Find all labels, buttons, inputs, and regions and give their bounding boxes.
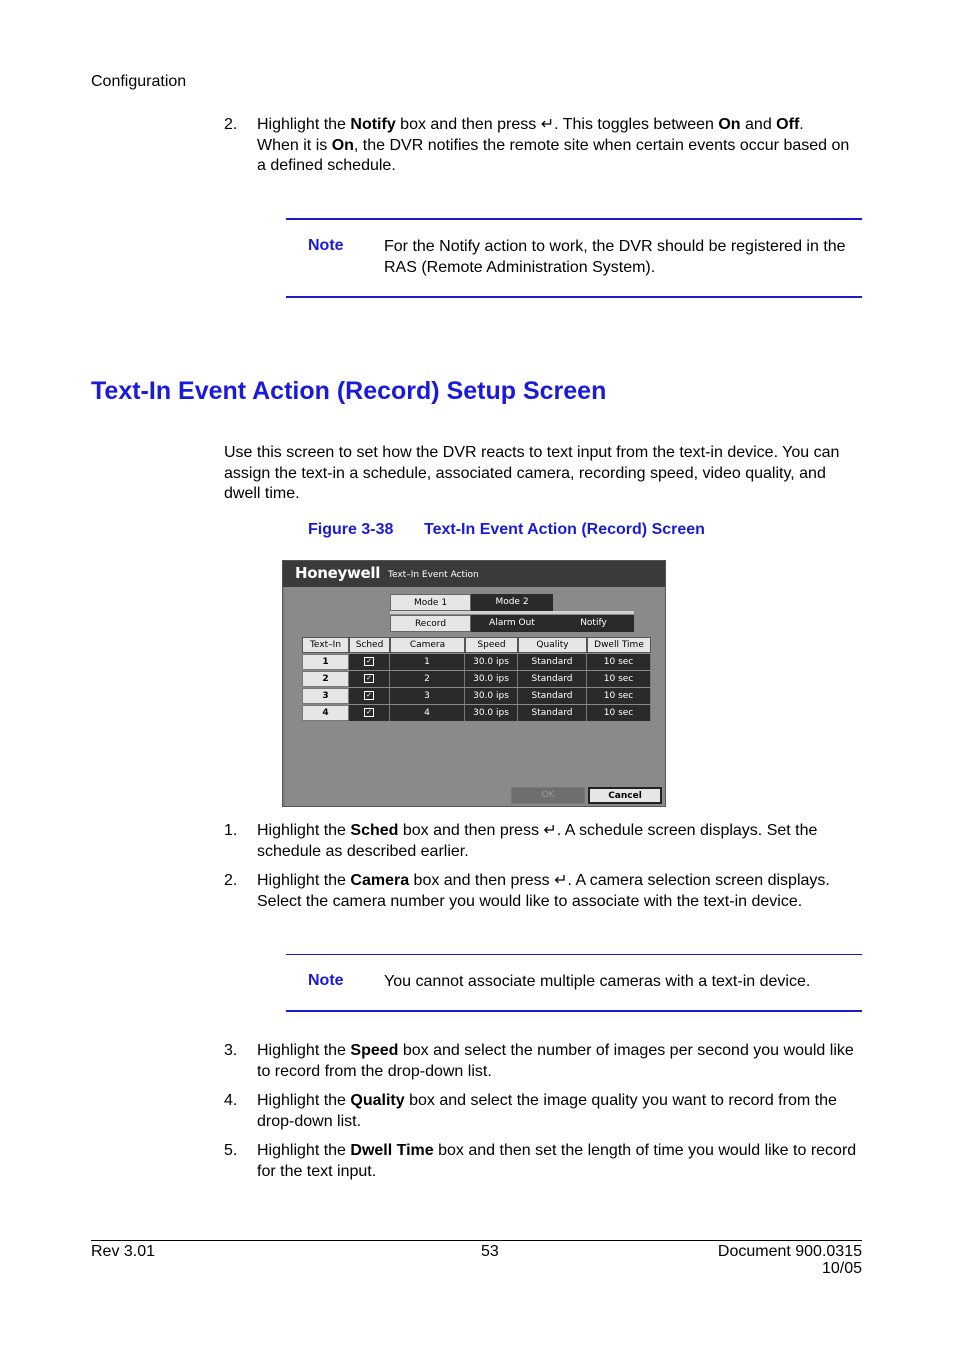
row-dwell[interactable]: 10 sec bbox=[587, 654, 651, 670]
row-camera[interactable]: 1 bbox=[390, 654, 465, 670]
dvr-screenshot bbox=[282, 560, 666, 807]
step-number: 1. bbox=[224, 822, 238, 839]
row-quality[interactable]: Standard bbox=[518, 705, 587, 721]
cancel-button[interactable]: Cancel bbox=[588, 787, 662, 804]
page-number: 53 bbox=[481, 1243, 499, 1260]
row-sched[interactable] bbox=[349, 654, 390, 670]
step-text: Highlight the Sched box and then press ↵. A schedule screen displays. Set the schedule as described earlier. bbox=[257, 822, 818, 860]
schedule-icon: ✓ bbox=[364, 674, 374, 683]
figure-caption: Text-In Event Action (Record) Screen bbox=[424, 521, 705, 538]
row-speed[interactable]: 30.0 ips bbox=[465, 688, 518, 704]
col-header-text-in: Text–In bbox=[302, 637, 349, 653]
intro-paragraph: Use this screen to set how the DVR reacts to text input from the text-in device. You can assign the text-in a schedule, associated camera, recording speed, video quality, and dwell time. bbox=[224, 444, 840, 502]
note-label: Note bbox=[308, 237, 344, 254]
row-speed[interactable]: 30.0 ips bbox=[465, 654, 518, 670]
step-number: 4. bbox=[224, 1092, 238, 1109]
dvr-title-bar bbox=[283, 561, 666, 587]
step-text: Highlight the Speed box and select the number of images per second you would like to record from the drop-down list. bbox=[257, 1042, 854, 1080]
tab-notify[interactable]: Notify bbox=[553, 615, 634, 632]
row-speed[interactable]: 30.0 ips bbox=[465, 705, 518, 721]
step-text: Highlight the Camera box and then press ↵. A camera selection screen displays. Select the camera number you would like to associate with the text-in device. bbox=[257, 872, 830, 910]
col-header-speed: Speed bbox=[465, 637, 518, 653]
honeywell-logo: Honeywell bbox=[295, 564, 381, 582]
row-sched[interactable] bbox=[349, 705, 390, 721]
col-header-dwell-time: Dwell Time bbox=[587, 637, 651, 653]
note-text: You cannot associate multiple cameras with a text-in device. bbox=[384, 973, 811, 990]
footer-revision: Rev 3.01 bbox=[91, 1243, 156, 1260]
note-label: Note bbox=[308, 972, 344, 989]
section-title: Text-In Event Action (Record) Setup Screen bbox=[91, 377, 607, 405]
step-text: Highlight the Notify box and then press ↵. This toggles between On and Off. When it is On, the DVR notifies the remote site when certain events occur based on a defined schedule. bbox=[257, 116, 850, 174]
row-sched[interactable] bbox=[349, 688, 390, 704]
row-camera[interactable]: 2 bbox=[390, 671, 465, 687]
note-text: For the Notify action to work, the DVR should be registered in the RAS (Remote Administration System). bbox=[384, 238, 846, 276]
ok-button[interactable]: OK bbox=[511, 787, 585, 804]
running-header: Configuration bbox=[91, 73, 187, 90]
footer-document: Document 900.0315 bbox=[717, 1243, 862, 1260]
row-text-in-id: 4 bbox=[302, 705, 349, 721]
step-number: 3. bbox=[224, 1042, 238, 1059]
row-quality[interactable]: Standard bbox=[518, 688, 587, 704]
footer-date: 10/05 bbox=[821, 1260, 862, 1277]
step-text: Highlight the Quality box and select the image quality you want to record from the drop-down list. bbox=[257, 1092, 837, 1130]
row-text-in-id: 1 bbox=[302, 654, 349, 670]
tab-record[interactable]: Record bbox=[390, 615, 471, 632]
step-number: 2. bbox=[224, 116, 238, 133]
tab-alarm-out[interactable]: Alarm Out bbox=[471, 615, 553, 632]
tab-mode-2[interactable]: Mode 2 bbox=[471, 594, 553, 611]
col-header-quality: Quality bbox=[518, 637, 587, 653]
tab-mode-1[interactable]: Mode 1 bbox=[390, 594, 471, 611]
footer-rule bbox=[91, 1240, 862, 1241]
note-rule-top bbox=[286, 954, 862, 955]
row-camera[interactable]: 4 bbox=[390, 705, 465, 721]
row-speed[interactable]: 30.0 ips bbox=[465, 671, 518, 687]
col-header-sched: Sched bbox=[349, 637, 390, 653]
note-rule-bottom bbox=[286, 296, 862, 298]
row-dwell[interactable]: 10 sec bbox=[587, 705, 651, 721]
step-number: 2. bbox=[224, 872, 238, 889]
row-quality[interactable]: Standard bbox=[518, 654, 587, 670]
col-header-camera: Camera bbox=[390, 637, 465, 653]
schedule-icon: ✓ bbox=[364, 691, 374, 700]
row-quality[interactable]: Standard bbox=[518, 671, 587, 687]
row-text-in-id: 3 bbox=[302, 688, 349, 704]
row-dwell[interactable]: 10 sec bbox=[587, 671, 651, 687]
schedule-icon: ✓ bbox=[364, 708, 374, 717]
row-sched[interactable] bbox=[349, 671, 390, 687]
tab-divider bbox=[390, 611, 634, 614]
dvr-window-title: Text–In Event Action bbox=[388, 570, 479, 580]
step-text: Highlight the Dwell Time box and then set the length of time you would like to record for the text input. bbox=[257, 1142, 857, 1180]
row-camera[interactable]: 3 bbox=[390, 688, 465, 704]
schedule-icon: ✓ bbox=[364, 657, 374, 666]
figure-number: Figure 3-38 bbox=[308, 521, 394, 538]
note-rule-top bbox=[286, 218, 862, 220]
row-text-in-id: 2 bbox=[302, 671, 349, 687]
step-number: 5. bbox=[224, 1142, 238, 1159]
note-rule-bottom bbox=[286, 1010, 862, 1012]
row-dwell[interactable]: 10 sec bbox=[587, 688, 651, 704]
